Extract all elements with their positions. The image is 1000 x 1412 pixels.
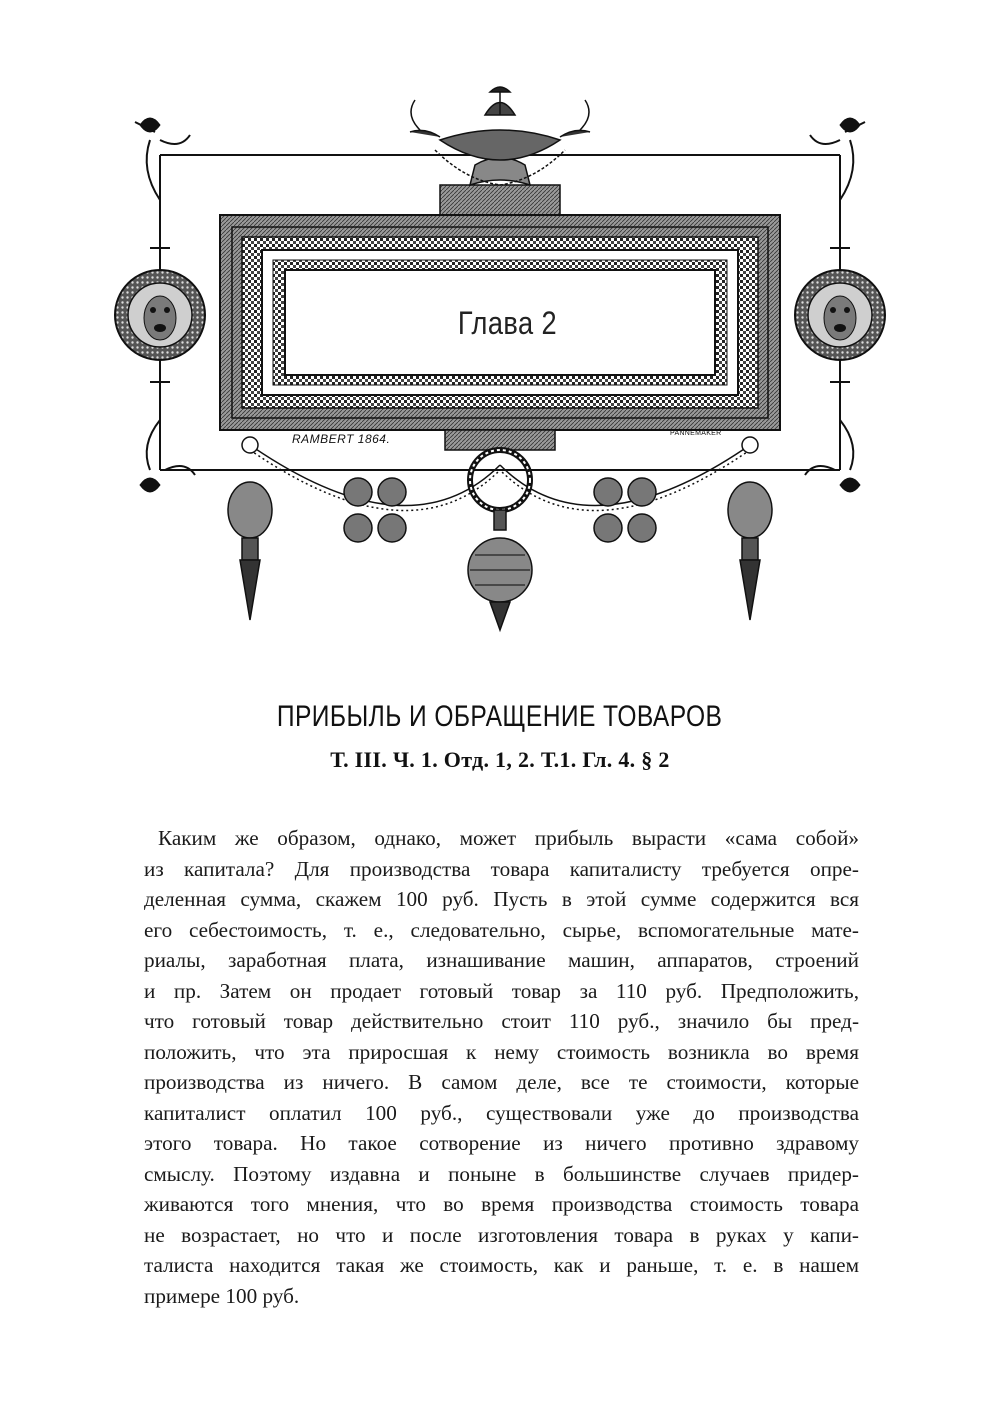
body-line: риалы, заработная плата, изнашивание машин, аппаратов, строений	[144, 948, 859, 972]
body-text	[144, 823, 859, 1311]
center-pendant	[468, 450, 532, 630]
corner-fleuron-top-left	[135, 118, 190, 200]
body-line: живаются того мнения, что во время производства стоимость товара	[144, 1192, 859, 1216]
section-reference: Т. III. Ч. 1. Отд. 1, 2. Т.1. Гл. 4. § 2	[330, 747, 670, 772]
body-line: не возрастает, но что и после изготовления товара в руках у капи-	[144, 1222, 859, 1247]
left-medallion	[115, 270, 205, 360]
body-line: что готовый товар действительно стоит 110 руб., значило бы пред-	[144, 1009, 859, 1033]
body-line: капиталист оплатил 100 руб., существовали уже до производства	[144, 1100, 859, 1125]
body-line: талиста находится такая же стоимость, как и раньше, т. е. в нашем	[144, 1253, 859, 1277]
section-title-text: ПРИБЫЛЬ И ОБРАЩЕНИЕ ТОВАРОВ	[277, 700, 723, 733]
engraver-signature: RAMBERT 1864.	[292, 432, 391, 446]
body-line: его себестоимость, т. е., следовательно, сырье, вспомогательные мате-	[144, 917, 859, 942]
right-medallion	[795, 270, 885, 360]
corner-fleuron-bottom-left	[140, 420, 195, 492]
left-pendant	[228, 437, 272, 620]
hanging-garland	[250, 445, 750, 511]
body-line: этого товара. Но такое сотворение из ничего противно здравому	[144, 1131, 859, 1155]
chapter-label: Глава 2	[457, 304, 558, 341]
body-line: и пр. Затем он продает готовый товар за 110 руб. Предположить,	[144, 978, 859, 1003]
corner-fleuron-top-right	[810, 118, 865, 200]
top-lamp	[410, 87, 590, 215]
section-title	[0, 700, 1000, 734]
body-line: из капитала? Для производства товара капиталисту требуется опре-	[144, 856, 859, 881]
engraver-signature-right: PANNEMAKER	[670, 430, 722, 437]
body-line: смыслу. Поэтому издавна и поныне в большинстве случаев придер-	[144, 1161, 859, 1186]
corner-fleuron-bottom-right	[805, 420, 860, 492]
body-line: примере 100 руб.	[144, 1283, 300, 1308]
body-line: Каким же образом, однако, может прибыль вырасти «сама собой»	[158, 826, 859, 850]
right-pendant	[728, 437, 772, 620]
body-line: положить, что эта приросшая к нему стоимость возникла во время	[144, 1039, 859, 1064]
body-line: производства из ничего. В самом деле, все те стоимости, которые	[144, 1070, 859, 1094]
body-line: деленная сумма, скажем 100 руб. Пусть в этой сумме содержится вся	[144, 887, 859, 911]
